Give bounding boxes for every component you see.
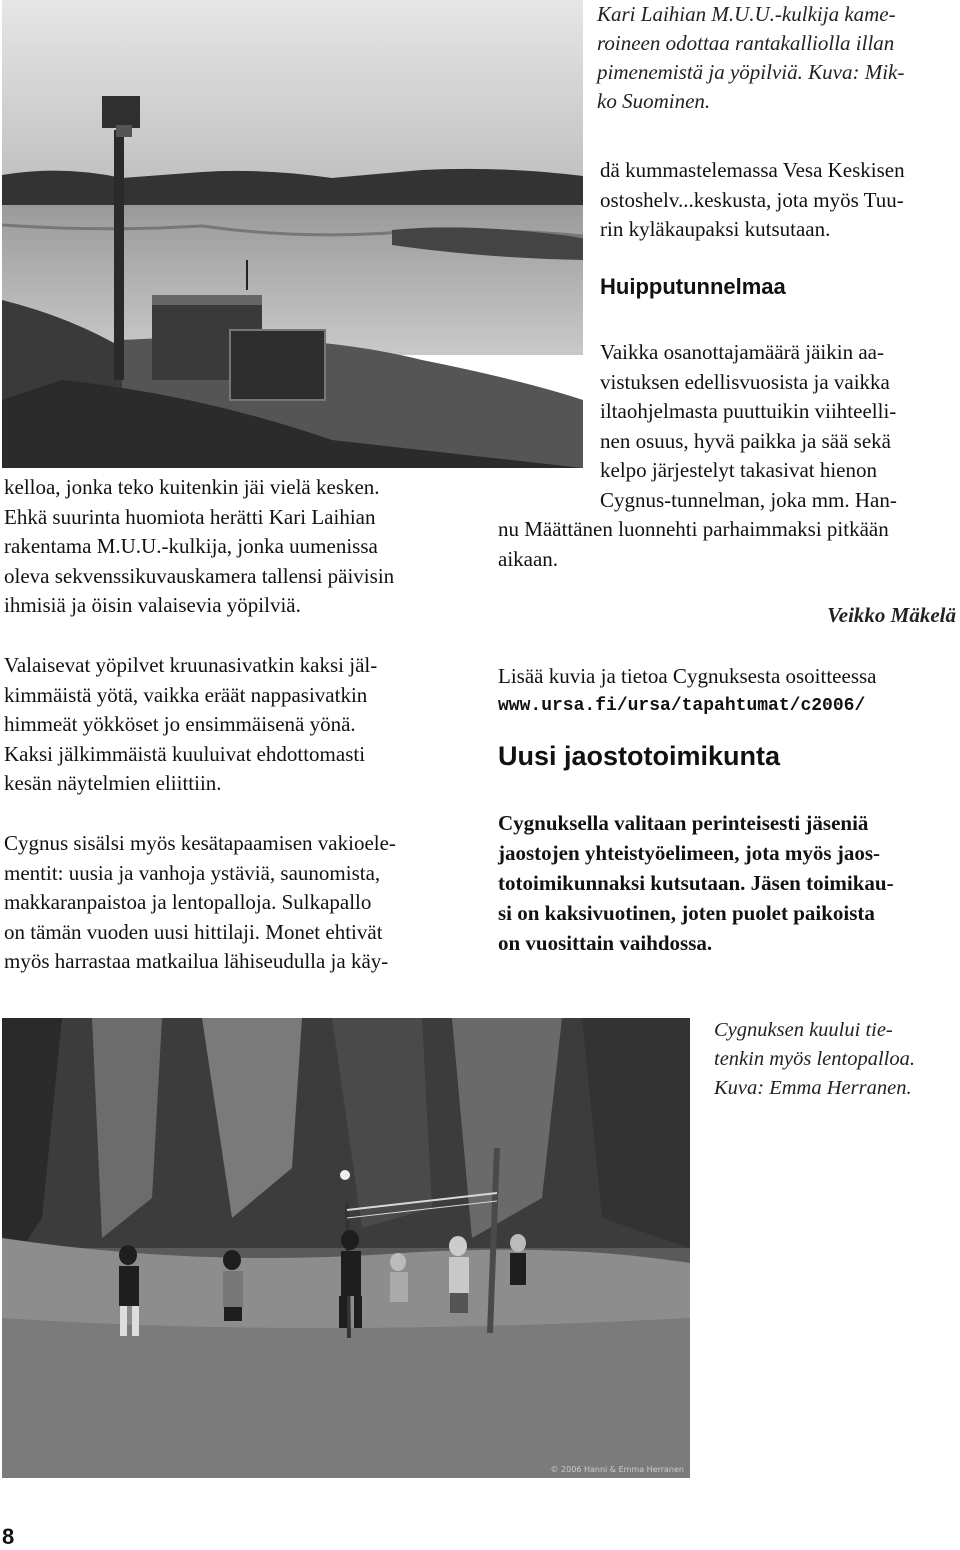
section1-body-indented (600, 338, 958, 515)
section1-body-full (498, 515, 958, 574)
right-intro-text (600, 156, 958, 245)
text-line: vistuksen edellisvuosista ja vaikka (600, 369, 890, 394)
text-line: totoimikunnaksi kutsutaan. Jäsen toimikau- (498, 871, 894, 895)
text-line: Ehkä suurinta huomiota herätti Kari Laihian (4, 504, 376, 529)
text-line: mentit: uusia ja vanhoja ystäviä, saunomista, (4, 860, 381, 885)
text-line: makkaranpaistoa ja lentopalloja. Sulkapallo (4, 890, 372, 914)
text-line: kelloa, jonka teko kuitenkin jäi vielä kesken. (4, 475, 380, 499)
caption-line: roineen odottaa rantakalliolla illan (597, 31, 895, 55)
text-line: nu Määttänen luonnehti parhaimmaksi pitkään (498, 517, 889, 541)
photo-credit-watermark: © 2006 Hanni & Emma Herranen (550, 1465, 684, 1474)
text-line: rakentama M.U.U.-kulkija, jonka uumenissa (4, 534, 378, 558)
text-line: himmeät yökköset jo ensimmäisenä yönä. (4, 712, 356, 736)
caption-line: Cygnuksen kuului tie- (714, 1019, 893, 1041)
caption-line: tenkin myös lentopalloa. (714, 1048, 915, 1070)
text-line: myös harrastaa matkailua lähiseudulla ja käy- (4, 949, 389, 973)
top-photo-caption (597, 0, 957, 116)
text-line: Cygnuksella valitaan perinteisesti jäseniä (498, 811, 869, 835)
ursa-url-link[interactable]: www.ursa.fi/ursa/tapahtumat/c2006/ (498, 696, 866, 716)
section-heading-huipputunnelmaa: Huipputunnelmaa (600, 274, 786, 299)
text-line: rin kyläkaupaksi kutsutaan. (600, 217, 831, 241)
caption-line: Kuva: Emma Herranen. (714, 1077, 912, 1099)
text-line: Cygnus-tunnelman, joka mm. Han- (600, 487, 897, 512)
text-line: jaostojen yhteistyöelimeen, jota myös jaos- (498, 841, 881, 865)
text-line: Vaikka osanottajamäärä jäikin aa- (600, 340, 884, 364)
left-column-paragraph-2 (4, 651, 466, 799)
text-line: si on kaksivuotinen, joten puolet paikoista (498, 901, 875, 925)
caption-line: pimenemistä ja yöpilviä. Kuva: Mik- (597, 60, 905, 84)
caption-line: Kari Laihian M.U.U.-kulkija kame- (597, 2, 896, 26)
more-info-text: Lisää kuvia ja tietoa Cygnuksesta osoitteessa (498, 664, 877, 688)
text-line: iltaohjelmasta puuttuikin viihteelli- (600, 399, 897, 423)
left-column-paragraph-3 (4, 829, 466, 977)
text-line: nen osuus, hyvä paikka ja sää sekä (600, 428, 891, 453)
text-line: Valaisevat yöpilvet kruunasivatkin kaksi jäl- (4, 653, 378, 677)
text-line: kimmäistä yötä, vaikka eräät nappasivatkin (4, 682, 368, 707)
caption-line: ko Suominen. (597, 89, 711, 113)
text-line: ostoshelv...keskusta, jota myös Tuu- (600, 187, 904, 212)
text-line: aikaan. (498, 546, 559, 571)
text-line: Cygnus sisälsi myös kesätapaamisen vakioele- (4, 831, 396, 855)
volleyball-photo (2, 1018, 690, 1478)
author-signature: Veikko Mäkelä (827, 603, 956, 627)
section2-body (498, 808, 958, 958)
text-line: oleva sekvenssikuvauskamera tallensi päivisin (4, 563, 395, 588)
page-number: 8 (2, 1524, 15, 1549)
text-line: on tämän vuoden uusi hittilaji. Monet ehtivät (4, 919, 383, 944)
text-line: ihmisiä ja öisin valaisevia yöpilviä. (4, 593, 301, 617)
lakeside-camera-photo (2, 0, 583, 468)
section-heading-uusi-jaostotoimikunta: Uusi jaostotoimikunta (498, 741, 781, 771)
text-line: on vuosittain vaihdossa. (498, 931, 713, 955)
left-column-paragraph-1 (4, 473, 466, 621)
text-line: dä kummastelemassa Vesa Keskisen (600, 158, 905, 182)
bottom-photo-caption (714, 1016, 958, 1103)
text-line: kelpo järjestelyt takasivat hienon (600, 458, 877, 482)
text-line: Kaksi jälkimmäistä kuuluivat ehdottomasti (4, 741, 366, 766)
text-line: kesän näytelmien eliittiin. (4, 771, 222, 795)
